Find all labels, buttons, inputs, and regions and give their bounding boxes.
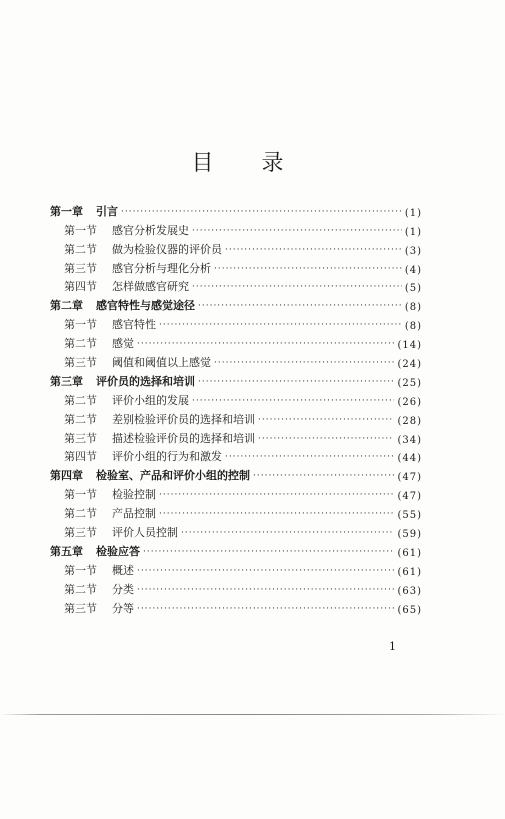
toc-entry-title: 概述 — [112, 563, 134, 577]
toc-entry-title: 分等 — [112, 601, 134, 615]
toc-entry-number: 第一章 — [50, 204, 83, 218]
toc-leader-dots — [192, 224, 402, 238]
toc-entry-number: 第三节 — [64, 356, 97, 370]
toc-section-row — [50, 389, 422, 408]
toc-entry-label — [64, 486, 156, 502]
toc-entry-page: (24) — [397, 359, 422, 371]
toc-entry-number: 第一节 — [64, 563, 97, 577]
toc-entry-label — [64, 600, 134, 616]
toc-chapter-row — [50, 464, 422, 483]
toc-entry-page: (65) — [397, 604, 422, 616]
toc-entry-number: 第二节 — [64, 242, 97, 256]
toc-entry-label — [64, 581, 134, 597]
toc-entry-label — [64, 354, 211, 370]
toc-leader-dots — [181, 526, 394, 540]
toc-section-row — [50, 257, 422, 276]
toc-section-row — [50, 408, 422, 427]
toc-leader-dots — [192, 394, 394, 408]
toc-entry-title: 评价小组的发展 — [112, 393, 189, 407]
toc-entry-number: 第二章 — [50, 299, 83, 313]
toc-entry-page: (4) — [404, 264, 422, 276]
toc-section-row — [50, 597, 422, 616]
page-number: 1 — [389, 640, 396, 653]
toc-leader-dots — [137, 337, 394, 351]
toc-section-row — [50, 502, 422, 521]
toc-entry-number: 第二节 — [64, 393, 97, 407]
toc-leader-dots — [258, 432, 394, 446]
toc-entry-number: 第五章 — [50, 544, 83, 558]
toc-entry-page: (8) — [404, 302, 422, 314]
toc-entry-title: 评价员的选择和培训 — [96, 374, 195, 388]
toc-leader-dots — [159, 488, 394, 502]
toc-entry-page: (8) — [404, 321, 422, 333]
toc-entry-page: (47) — [397, 472, 422, 484]
toc-entry-label — [50, 373, 195, 389]
toc-leader-dots — [159, 507, 394, 521]
toc-section-row — [50, 521, 422, 540]
toc-entry-title: 感官特性 — [112, 318, 156, 332]
toc-entry-title: 检验应答 — [96, 544, 140, 558]
toc-section-row — [50, 351, 422, 370]
toc-entry-title: 感官特性与感觉途径 — [96, 299, 195, 313]
page-bottom-rule — [0, 714, 505, 715]
toc-entry-label — [64, 430, 255, 446]
toc-entry-number: 第三节 — [64, 526, 97, 540]
toc-entry-label — [64, 316, 156, 332]
toc-entry-number: 第二节 — [64, 507, 97, 521]
toc-entry-title: 描述检验评价员的选择和培训 — [112, 431, 255, 445]
toc-entry-page: (47) — [397, 491, 422, 503]
toc-entry-page: (1) — [404, 207, 422, 219]
toc-entry-page: (28) — [397, 415, 422, 427]
toc-entry-title: 感觉 — [112, 337, 134, 351]
toc-entry-label — [64, 260, 211, 276]
toc-entry-page: (14) — [397, 340, 422, 352]
toc-leader-dots — [253, 469, 394, 483]
toc-entry-label — [64, 222, 189, 238]
toc-entry-title: 怎样做感官研究 — [112, 280, 189, 294]
toc-entry-number: 第三节 — [64, 431, 97, 445]
toc-entry-title: 阈值和阈值以上感觉 — [112, 356, 211, 370]
toc-section-row — [50, 219, 422, 238]
toc-entry-number: 第二节 — [64, 582, 97, 596]
toc-leader-dots — [137, 583, 394, 597]
toc-leader-dots — [214, 356, 394, 370]
toc-section-row — [50, 483, 422, 502]
toc-entry-number: 第一节 — [64, 488, 97, 502]
toc-entry-label — [64, 335, 134, 351]
toc-chapter-row — [50, 294, 422, 313]
toc-entry-title: 感官分析发展史 — [112, 223, 189, 237]
toc-section-row — [50, 559, 422, 578]
toc-entry-page: (44) — [397, 453, 422, 465]
toc-entry-label — [64, 562, 134, 578]
toc-section-row — [50, 313, 422, 332]
toc-leader-dots — [225, 243, 402, 257]
toc-section-row — [50, 238, 422, 257]
toc-entry-number: 第一节 — [64, 223, 97, 237]
toc-leader-dots — [192, 280, 402, 294]
toc-entry-title: 评价小组的行为和激发 — [112, 450, 222, 464]
toc-entry-page: (5) — [404, 283, 422, 295]
toc-entry-number: 第三章 — [50, 374, 83, 388]
toc-entry-number: 第二节 — [64, 337, 97, 351]
toc-entry-number: 第三节 — [64, 261, 97, 275]
toc-entry-page: (63) — [397, 585, 422, 597]
toc-entry-number: 第二节 — [64, 412, 97, 426]
toc-entry-page: (3) — [404, 245, 422, 257]
toc-leader-dots — [225, 450, 394, 464]
toc-entry-number: 第三节 — [64, 601, 97, 615]
toc-entry-label — [64, 524, 178, 540]
toc-entry-label — [64, 411, 255, 427]
toc-leader-dots — [258, 413, 394, 427]
toc-entry-number: 第一节 — [64, 318, 97, 332]
toc-entry-title: 感官分析与理化分析 — [112, 261, 211, 275]
toc-entry-page: (1) — [404, 226, 422, 238]
toc-entry-label — [64, 448, 222, 464]
toc-entry-number: 第四节 — [64, 280, 97, 294]
toc-section-row — [50, 446, 422, 465]
toc-entry-page: (59) — [397, 529, 422, 541]
toc-entry-title: 产品控制 — [112, 507, 156, 521]
toc-leader-dots — [198, 299, 402, 313]
page-title-char-2: 录 — [261, 151, 314, 176]
page-title-char-1: 目 — [191, 151, 244, 176]
toc-entry-label — [64, 278, 189, 294]
toc-leader-dots — [137, 564, 394, 578]
toc-leader-dots — [159, 318, 402, 332]
toc-section-row — [50, 332, 422, 351]
page-title — [0, 146, 505, 177]
toc-section-row — [50, 276, 422, 295]
toc-entry-page: (61) — [397, 566, 422, 578]
toc-entry-page: (25) — [397, 377, 422, 389]
toc-entry-page: (34) — [397, 434, 422, 446]
toc-leader-dots — [137, 602, 394, 616]
toc-chapter-row — [50, 540, 422, 559]
toc-entry-label — [64, 505, 156, 521]
toc-entry-page: (61) — [397, 547, 422, 559]
toc-entry-label — [50, 467, 250, 483]
toc-leader-dots — [198, 375, 394, 389]
toc-leader-dots — [214, 262, 402, 276]
toc-entry-page: (26) — [397, 396, 422, 408]
toc-entry-label — [64, 241, 222, 257]
toc-entry-label — [64, 392, 189, 408]
toc-entry-number: 第四节 — [64, 450, 97, 464]
toc-entry-title: 检验室、产品和评价小组的控制 — [96, 469, 250, 483]
toc-entry-title: 差别检验评价员的选择和培训 — [112, 412, 255, 426]
toc-entry-title: 引言 — [96, 204, 118, 218]
toc-section-row — [50, 427, 422, 446]
toc-entry-label — [50, 203, 118, 219]
toc-leader-dots — [143, 545, 394, 559]
toc-entry-number: 第四章 — [50, 469, 83, 483]
toc-entry-label — [50, 543, 140, 559]
toc-entry-title: 检验控制 — [112, 488, 156, 502]
toc-chapter-row — [50, 200, 422, 219]
toc-section-row — [50, 578, 422, 597]
table-of-contents — [50, 200, 422, 616]
toc-leader-dots — [121, 205, 402, 219]
toc-entry-title: 分类 — [112, 582, 134, 596]
toc-entry-page: (55) — [397, 510, 422, 522]
toc-entry-title: 做为检验仪器的评价员 — [112, 242, 222, 256]
toc-entry-label — [50, 297, 195, 313]
toc-chapter-row — [50, 370, 422, 389]
toc-entry-title: 评价人员控制 — [112, 526, 178, 540]
